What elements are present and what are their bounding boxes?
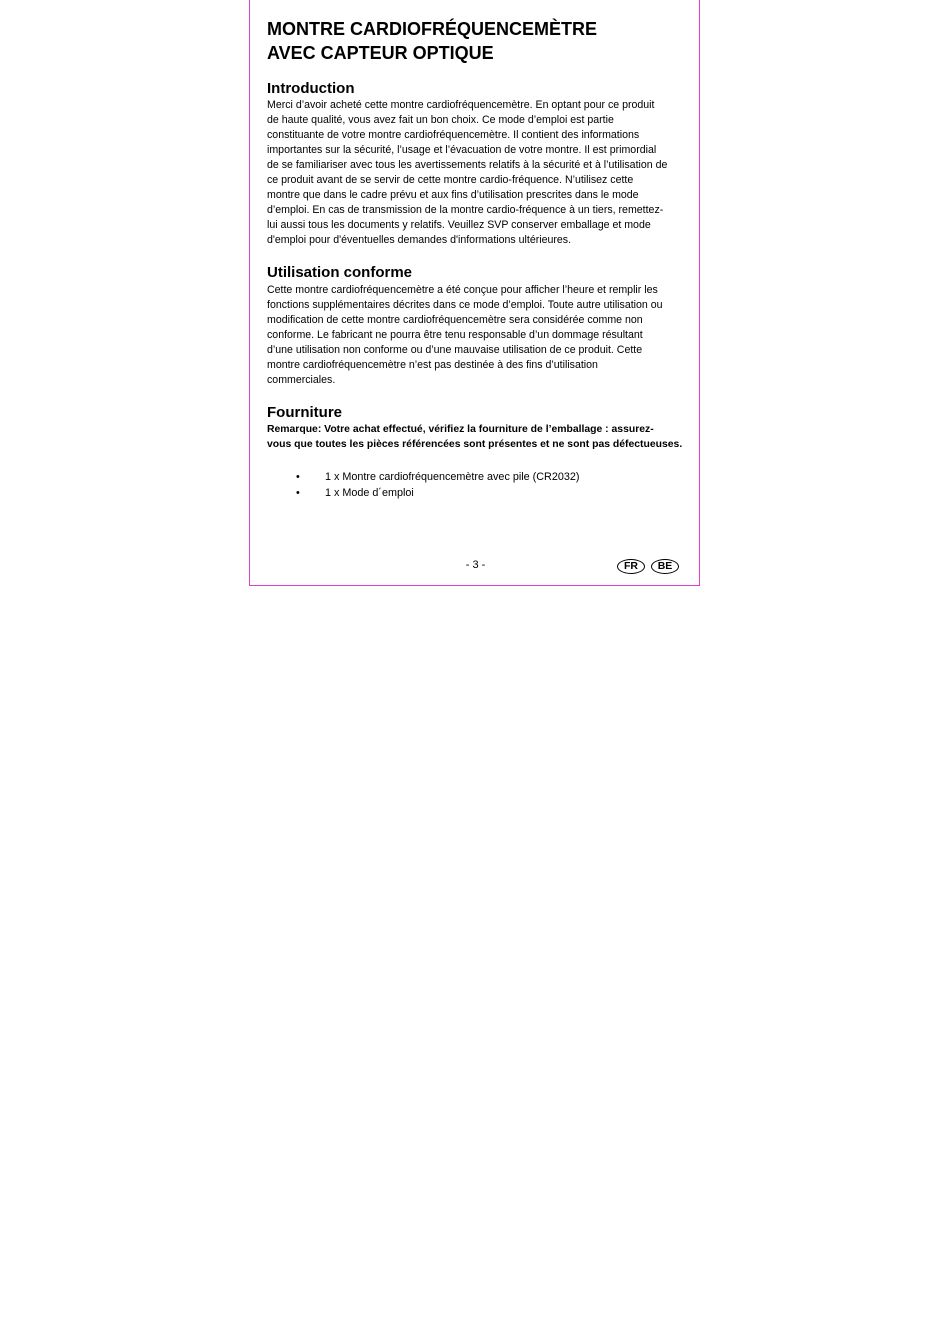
- utilisation-heading: Utilisation conforme: [267, 264, 413, 281]
- introduction-line: ce produit avant de se servir de cette montre cardio-fréquence. N’utilisez cette: [267, 174, 634, 186]
- utilisation-line: d’une utilisation non conforme ou d’une mauvaise utilisation de ce produit. Cette: [267, 344, 643, 356]
- introduction-paragraph: [267, 98, 683, 248]
- utilisation-line: montre cardiofréquencemètre n’est pas destinée à des fins d’utilisation: [267, 359, 598, 371]
- utilisation-paragraph: [267, 283, 683, 388]
- introduction-line: d'emploi pour d'éventuelles demandes d'informations ultérieures.: [267, 234, 572, 246]
- introduction-heading: Introduction: [267, 80, 355, 97]
- supply-list: [267, 469, 687, 501]
- utilisation-line: Cette montre cardiofréquencemètre a été conçue pour afficher l’heure et remplir les: [267, 284, 658, 296]
- document-title: [267, 17, 687, 65]
- utilisation-line: fonctions supplémentaires décrites dans ce mode d’emploi. Toute autre utilisation ou: [267, 299, 663, 311]
- introduction-line: de haute qualité, vous avez fait un bon choix. Ce mode d’emploi est partie: [267, 114, 614, 126]
- title-line-2: AVEC CAPTEUR OPTIQUE: [267, 43, 494, 63]
- list-item-text: 1 x Mode d´emploi: [325, 487, 414, 499]
- introduction-line: importantes sur la sécurité, l’usage et l’évacuation de votre montre. Il est primordial: [267, 144, 657, 156]
- introduction-line: d’emploi. En cas de transmission de la montre cardio-fréquence à un tiers, remettez-: [267, 204, 664, 216]
- list-item: [267, 469, 687, 485]
- bullet: •: [296, 471, 300, 483]
- introduction-line: de se familiariser avec tous les avertissements relatifs à la sécurité et à l’utilisation de: [267, 159, 668, 171]
- bullet: •: [296, 487, 300, 499]
- introduction-line: constituante de votre montre cardiofréquencemètre. Il contient des informations: [267, 129, 640, 141]
- language-badge-fr: FR: [617, 559, 645, 574]
- introduction-line: montre que dans le cadre prévu et aux fins d’utilisation prescrites dans le mode: [267, 189, 639, 201]
- language-badges: [617, 559, 679, 574]
- remark-line: Remarque: Votre achat effectué, vérifiez la fourniture de l’emballage : assurez-: [267, 424, 654, 435]
- title-line-1: MONTRE CARDIOFRÉQUENCEMÈTRE: [267, 19, 598, 39]
- utilisation-line: modification de cette montre cardiofréquencemètre sera considérée comme non: [267, 314, 643, 326]
- list-item: [267, 485, 687, 501]
- list-item-text: 1 x Montre cardiofréquencemètre avec pile (CR2032): [325, 471, 580, 483]
- fourniture-heading: Fourniture: [267, 404, 342, 421]
- utilisation-line: conforme. Le fabricant ne pourra être tenu responsable d’un dommage résultant: [267, 329, 643, 341]
- remark-line: vous que toutes les pièces référencées sont présentes et ne sont pas défectueuses.: [267, 439, 683, 450]
- introduction-line: lui aussi tous les documents y relatifs. Veuillez SVP conserver emballage et mode: [267, 219, 651, 231]
- introduction-line: Merci d’avoir acheté cette montre cardiofréquencemètre. En optant pour ce produit: [267, 99, 655, 111]
- utilisation-line: commerciales.: [267, 374, 336, 386]
- page-number: - 3 -: [465, 559, 486, 571]
- document-page: [249, 0, 700, 586]
- language-badge-be: BE: [651, 559, 679, 574]
- fourniture-remark: [267, 422, 683, 452]
